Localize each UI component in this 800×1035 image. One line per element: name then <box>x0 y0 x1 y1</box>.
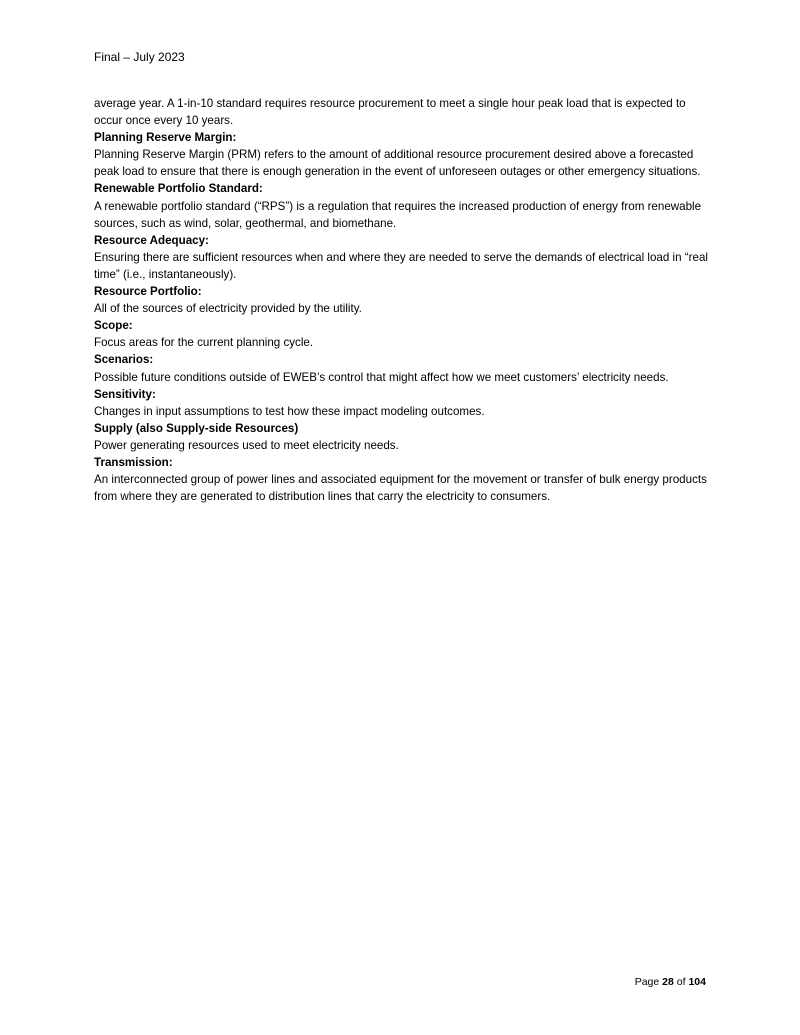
term-transmission: Transmission: <box>94 455 173 469</box>
definition-renewable-portfolio-standard: A renewable portfolio standard (“RPS”) is a regulation that requires the increased production of energy from renewable sources, such as wind, solar, geothermal, and biomethane. <box>94 199 702 230</box>
page-footer <box>635 975 706 989</box>
term-supply: Supply (also Supply-side Resources) <box>94 421 299 435</box>
term-sensitivity: Sensitivity: <box>94 387 156 401</box>
definition-resource-portfolio: All of the sources of electricity provided by the utility. <box>94 302 362 316</box>
term-resource-adequacy: Resource Adequacy: <box>94 233 209 247</box>
page-header <box>94 49 185 65</box>
definition-planning-reserve-margin: Planning Reserve Margin (PRM) refers to the amount of additional resource procurement desired above a forecasted peak load to ensure that there is enough generation in the event of unforeseen outages or other emergency situations. <box>94 148 701 179</box>
term-resource-portfolio: Resource Portfolio: <box>94 285 202 299</box>
definition-scope: Focus areas for the current planning cycle. <box>94 336 314 350</box>
header-text: Final – July 2023 <box>94 50 185 64</box>
term-planning-reserve-margin: Planning Reserve Margin: <box>94 131 237 145</box>
definition-supply: Power generating resources used to meet electricity needs. <box>94 438 399 452</box>
total-pages: 104 <box>688 976 706 988</box>
glossary-content <box>94 95 714 505</box>
term-scope: Scope: <box>94 319 133 333</box>
page-number: 28 <box>662 976 674 988</box>
definition-resource-adequacy: Ensuring there are sufficient resources when and where they are needed to serve the demands of electrical load in “real time” (i.e., instantaneously). <box>94 250 708 281</box>
term-scenarios: Scenarios: <box>94 353 154 367</box>
intro-continuation: average year. A 1-in-10 standard requires resource procurement to meet a single hour peak load that is expected to occur once every 10 years. <box>94 97 686 128</box>
term-renewable-portfolio-standard: Renewable Portfolio Standard: <box>94 182 263 196</box>
definition-scenarios: Possible future conditions outside of EWEB’s control that might affect how we meet customers’ electricity needs. <box>94 370 669 384</box>
page-label: Page <box>634 976 660 988</box>
of-label: of <box>676 976 686 988</box>
definition-transmission: An interconnected group of power lines and associated equipment for the movement or transfer of bulk energy products from where they are generated to distribution lines that carry the electricity to consumers. <box>94 473 707 504</box>
definition-sensitivity: Changes in input assumptions to test how these impact modeling outcomes. <box>94 404 485 418</box>
